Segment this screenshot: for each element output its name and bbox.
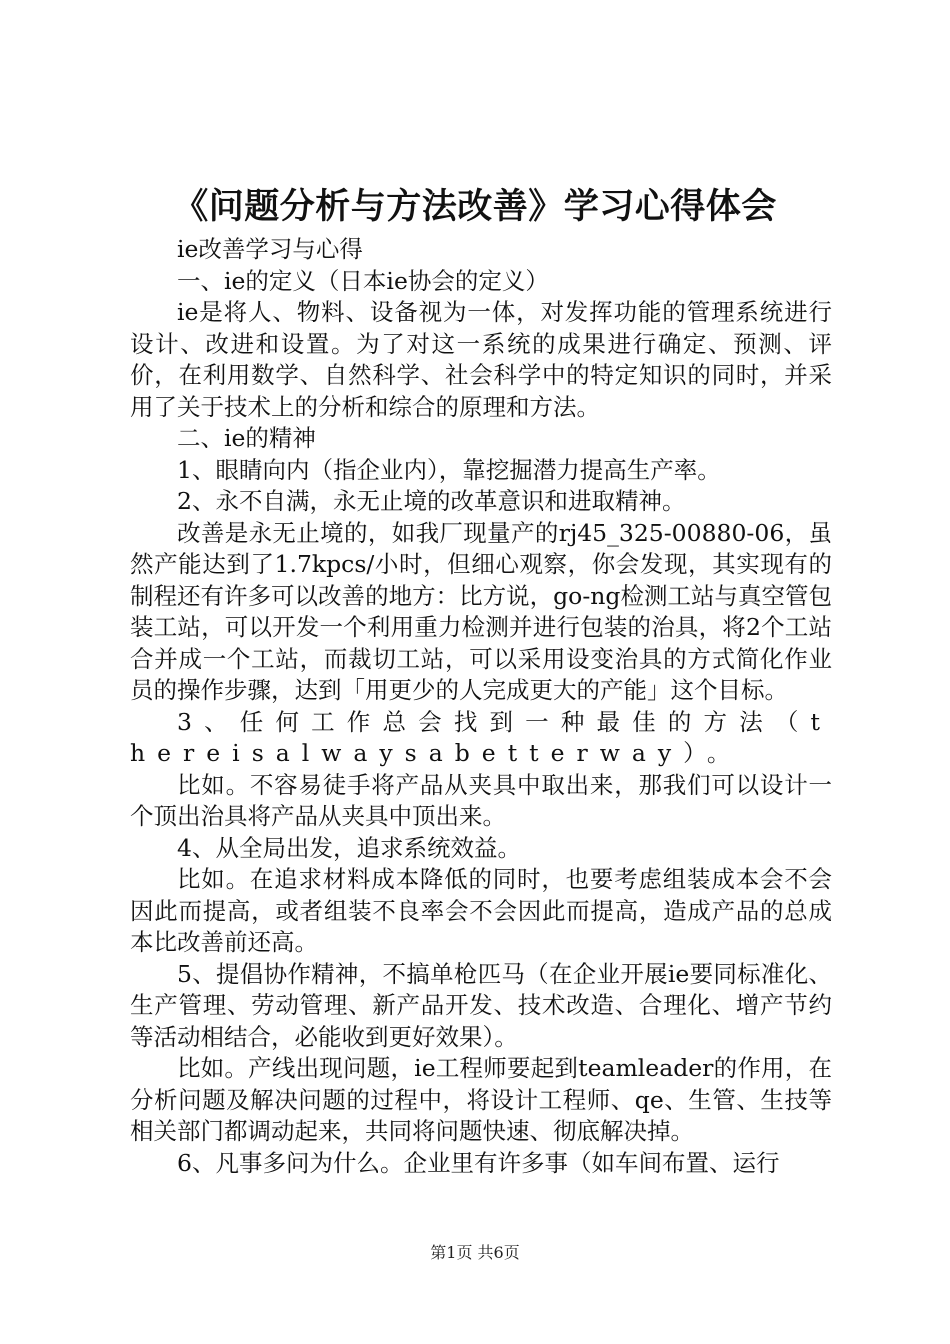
paragraph-subtitle: ie改善学习与心得 <box>177 235 363 263</box>
paragraph-point-2: 2、永不自满，永无止境的改革意识和进取精神。 <box>177 487 686 515</box>
paragraph-ie-definition: ie是将人、物料、设备视为一体，对发挥功能的管理系统进行设计、改进和设置。为了对这一系统的成果进行确定、预测、评价，在利用数学、自然科学、社会科学中的特定知识的同时，并采用了关于技术上的分析和综合的原理和方法。 <box>130 298 832 421</box>
paragraph-point-5: 5、提倡协作精神，不搞单枪匹马（在企业开展ie要同标准化、生产管理、劳动管理、新产品开发、技术改造、合理化、增产节约等活动相结合，必能收到更好效果）。 <box>130 959 832 1051</box>
document-body <box>130 234 832 1179</box>
paragraph-point-4: 4、从全局出发，追求系统效益。 <box>177 833 521 862</box>
paragraph-point-3: 3、任何工作总会找到一种最佳的方法（thereisalwaysabetterway）。 <box>130 707 832 767</box>
page-footer: 第1页 共6页 <box>430 1243 520 1262</box>
paragraph-point-6: 6、凡事多问为什么。企业里有许多事（如车间布置、运行 <box>177 1148 780 1177</box>
paragraph-example-5: 比如。产线出现问题，ie工程师要起到teamleader的作用，在分析问题及解决问题的过程中，将设计工程师、qe、生管、生技等相关部门都调动起来，共同将问题快速、彻底解决掉。 <box>130 1054 832 1145</box>
paragraph-section-1-heading: 一、ie的定义（日本ie协会的定义） <box>177 266 549 295</box>
paragraph-section-2-heading: 二、ie的精神 <box>177 424 316 452</box>
paragraph-point-1: 1、眼睛向内（指企业内），靠挖掘潜力提高生产率。 <box>177 455 721 484</box>
paragraph-example-3: 比如。不容易徒手将产品从夹具中取出来，那我们可以设计一个顶出治具将产品从夹具中顶出来。 <box>130 770 832 830</box>
paragraph-improvement-example: 改善是永无止境的，如我厂现量产的rj45_325-00880-06，虽然产能达到了1.7kpcs/小时，但细心观察，你会发现，其实现有的制程还有许多可以改善的地方：比方说，go-ng检测工站与真空管包装工站，可以开发一个利用重力检测并进行包装的治具，将2个工站合并成一个工站，而裁切工站，可以采用设变治具的方式简化作业员的操作步骤，达到「用更少的人完成更大的产能」这个目标。 <box>130 518 832 704</box>
document-title: 《问题分析与方法改善》学习心得体会 <box>173 187 777 227</box>
paragraph-example-4: 比如。在追求材料成本降低的同时，也要考虑组装成本会不会因此而提高，或者组装不良率会不会因此而提高，造成产品的总成本比改善前还高。 <box>130 865 832 956</box>
